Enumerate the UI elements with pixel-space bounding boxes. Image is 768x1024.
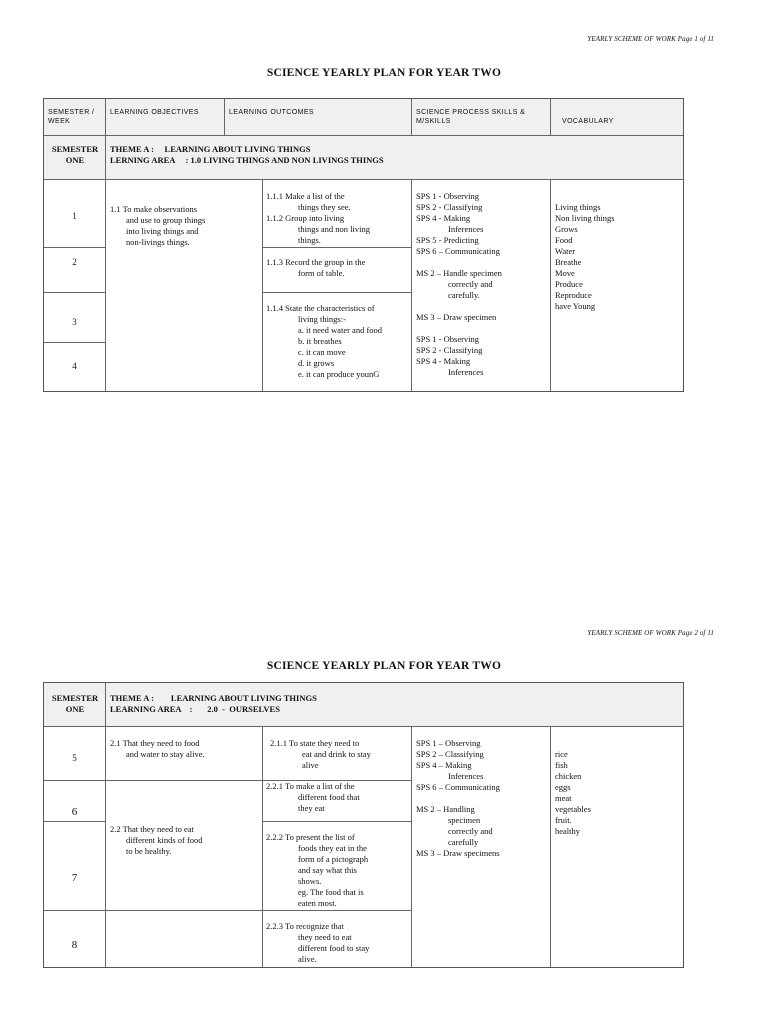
text-line: eg. The food that is <box>298 887 364 897</box>
text-line: Inferences <box>448 224 484 234</box>
col-divider <box>411 99 412 136</box>
outcome-divider <box>262 821 411 822</box>
week-divider <box>44 910 411 911</box>
text-line: shows. <box>298 876 322 886</box>
text-line: eaten most. <box>298 898 337 908</box>
text-line: into living things and <box>126 226 199 236</box>
week-number: 3 <box>72 317 77 327</box>
page-title: SCIENCE YEARLY PLAN FOR YEAR TWO <box>266 660 502 672</box>
vocab-item: Food <box>555 235 573 245</box>
col-divider <box>105 99 106 391</box>
learning-area-line: LEARNING AREA : 2.0 - OURSELVES <box>110 704 280 714</box>
text-line: foods they eat in the <box>298 843 367 853</box>
vocab-item: Grows <box>555 224 578 234</box>
vocab-item: eggs <box>555 782 571 792</box>
vocab-item: vegetables <box>555 804 591 814</box>
page-header: YEARLY SCHEME OF WORK Page 2 of 11 <box>587 629 714 637</box>
process-skills <box>416 191 502 378</box>
text-line: and say what this <box>298 865 357 875</box>
vocab-item: have Young <box>555 301 596 311</box>
week-number: 1 <box>72 211 77 221</box>
text-line: SPS 2 - Classifying <box>416 202 483 212</box>
text-line: alive. <box>298 954 317 964</box>
text-line: eat and drink to stay <box>302 749 371 759</box>
vocab-item: Produce <box>555 279 583 289</box>
semester-label: SEMESTER ONE <box>51 144 99 165</box>
text-line: 1.1.4 State the characteristics of <box>266 303 375 313</box>
text-line: correctly and <box>448 279 493 289</box>
vocab-item: Reproduce <box>555 290 592 300</box>
week-number: 4 <box>72 361 77 371</box>
text-line: 1.1.3 Record the group in the <box>266 257 366 267</box>
learning-outcome <box>266 191 370 246</box>
col-divider <box>550 179 551 391</box>
text-line: carefully <box>448 837 479 847</box>
page-header: YEARLY SCHEME OF WORK Page 1 of 11 <box>587 35 714 43</box>
col-divider <box>262 179 263 391</box>
learning-outcome <box>266 781 360 814</box>
text-line: specimen <box>448 815 481 825</box>
text-line: SPS 4 - Making <box>416 356 471 366</box>
text-line: SPS 2 – Classifying <box>416 749 484 759</box>
text-line: different food that <box>298 792 360 802</box>
week-number: 2 <box>72 257 77 267</box>
text-line: MS 2 – Handle specimen <box>416 268 502 278</box>
col-divider <box>105 683 106 967</box>
week-divider <box>44 342 105 343</box>
col-header-semester: SEMESTER / WEEK <box>48 109 95 125</box>
vocab-item: Breathe <box>555 257 582 267</box>
text-line: Inferences <box>448 771 484 781</box>
vocab-item: healthy <box>555 826 581 836</box>
learning-objective <box>110 204 205 248</box>
col-divider <box>411 726 412 967</box>
spacer-line <box>416 301 502 312</box>
text-line: 1.1.2 Group into living <box>266 213 345 223</box>
vocab-item: Move <box>555 268 575 278</box>
week-divider <box>44 821 105 822</box>
col-divider <box>550 99 551 136</box>
text-line: things and non living <box>298 224 371 234</box>
vocab-item: Living things <box>555 202 601 212</box>
text-line: things. <box>298 235 321 245</box>
col-divider <box>262 726 263 967</box>
text-line: SPS 4 – Making <box>416 760 472 770</box>
learning-outcome <box>266 257 365 279</box>
col-divider <box>411 179 412 391</box>
learning-outcome <box>266 832 368 909</box>
text-line: c. it can move <box>298 347 346 357</box>
text-line: 1.1 To make observations <box>110 204 198 214</box>
learning-area-line: LERNING AREA : 1.0 LIVING THINGS AND NON LIVINGS THINGS <box>110 155 384 165</box>
spacer-line <box>416 323 502 334</box>
text-line: a. it need water and food <box>298 325 383 335</box>
text-line: 2.1.1 To state they need to <box>270 738 360 748</box>
vocabulary-list <box>555 202 615 312</box>
vocab-item: Water <box>555 246 576 256</box>
text-line: Inferences <box>448 367 484 377</box>
text-line: carefully. <box>448 290 480 300</box>
text-line: b. it breathes <box>298 336 342 346</box>
text-line: non-livings things. <box>126 237 190 247</box>
row-divider <box>44 726 683 727</box>
text-line: SPS 1 - Observing <box>416 334 480 344</box>
plan-table <box>43 682 684 968</box>
week-number: 8 <box>71 939 78 951</box>
text-line: MS 3 – Draw specimens <box>416 848 500 858</box>
page-title: SCIENCE YEARLY PLAN FOR YEAR TWO <box>266 67 502 79</box>
text-line: SPS 6 – Communicating <box>416 246 500 256</box>
col-header-objectives: LEARNING OBJECTIVES <box>110 109 199 116</box>
text-line: they need to eat <box>298 932 352 942</box>
learning-objective <box>110 824 203 857</box>
text-line: 2.2.2 To present the list of <box>266 832 355 842</box>
text-line: SPS 5 - Predicting <box>416 235 479 245</box>
col-header-vocabulary: VOCABULARY <box>562 118 614 125</box>
text-line: they eat <box>298 803 325 813</box>
text-line: and use to group things <box>126 215 206 225</box>
week-number: 6 <box>71 806 78 818</box>
outcome-divider <box>262 292 411 293</box>
text-line: 2.2 That they need to eat <box>110 824 194 834</box>
week-number: 7 <box>71 872 78 884</box>
text-line: to be healthy. <box>126 846 172 856</box>
text-line: things they see. <box>298 202 351 212</box>
vocab-item: fish <box>555 760 568 770</box>
text-line: and water to stay alive. <box>126 749 205 759</box>
text-line: living things:- <box>298 314 346 324</box>
text-line: SPS 6 – Communicating <box>416 782 500 792</box>
text-line: 2.1 That they need to food <box>110 738 200 748</box>
vocab-item: fruit. <box>555 815 572 825</box>
col-header-outcomes: LEARNING OUTCOMES <box>229 109 314 116</box>
theme-line: THEME A : LEARNING ABOUT LIVING THINGS <box>110 693 317 703</box>
text-line: SPS 1 – Observing <box>416 738 481 748</box>
text-line: MS 2 – Handling <box>416 804 475 814</box>
spacer-line <box>416 793 500 804</box>
spacer-line <box>416 257 502 268</box>
text-line: SPS 1 - Observing <box>416 191 480 201</box>
week-divider <box>44 292 105 293</box>
plan-table <box>43 98 684 392</box>
text-line: form of table. <box>298 268 345 278</box>
learning-objective <box>110 738 205 760</box>
learning-outcome <box>266 921 369 965</box>
text-line: different food to stay <box>298 943 370 953</box>
text-line: MS 3 – Draw specimen <box>416 312 497 322</box>
learning-outcome <box>270 738 371 771</box>
theme-line: THEME A : LEARNING ABOUT LIVING THINGS <box>110 144 311 154</box>
text-line: SPS 2 - Classifying <box>416 345 483 355</box>
vocab-item: chicken <box>555 771 582 781</box>
vocabulary-list <box>555 749 591 837</box>
row-divider <box>44 179 683 180</box>
text-line: 2.2.3 To recognize that <box>266 921 344 931</box>
outcome-divider <box>262 247 411 248</box>
col-header-skills: SCIENCE PROCESS SKILLS & M/SKILLS <box>416 109 526 125</box>
learning-outcome <box>266 303 382 380</box>
semester-label: SEMESTER ONE <box>51 693 99 714</box>
week-number: 5 <box>72 753 77 763</box>
process-skills <box>416 738 500 859</box>
text-line: alive <box>302 760 319 770</box>
row-divider <box>44 135 683 136</box>
week-divider <box>44 247 105 248</box>
text-line: correctly and <box>448 826 493 836</box>
vocab-item: meat <box>555 793 572 803</box>
vocab-item: rice <box>555 749 568 759</box>
text-line: d. it grows <box>298 358 335 368</box>
text-line: SPS 4 - Making <box>416 213 471 223</box>
text-line: e. it can produce younG <box>298 369 380 379</box>
text-line: different kinds of food <box>126 835 203 845</box>
text-line: form of a pictograph <box>298 854 369 864</box>
text-line: 2.2.1 To make a list of the <box>266 781 355 791</box>
vocab-item: Non living things <box>555 213 615 223</box>
col-divider <box>550 726 551 967</box>
col-divider <box>224 99 225 136</box>
text-line: 1.1.1 Make a list of the <box>266 191 345 201</box>
